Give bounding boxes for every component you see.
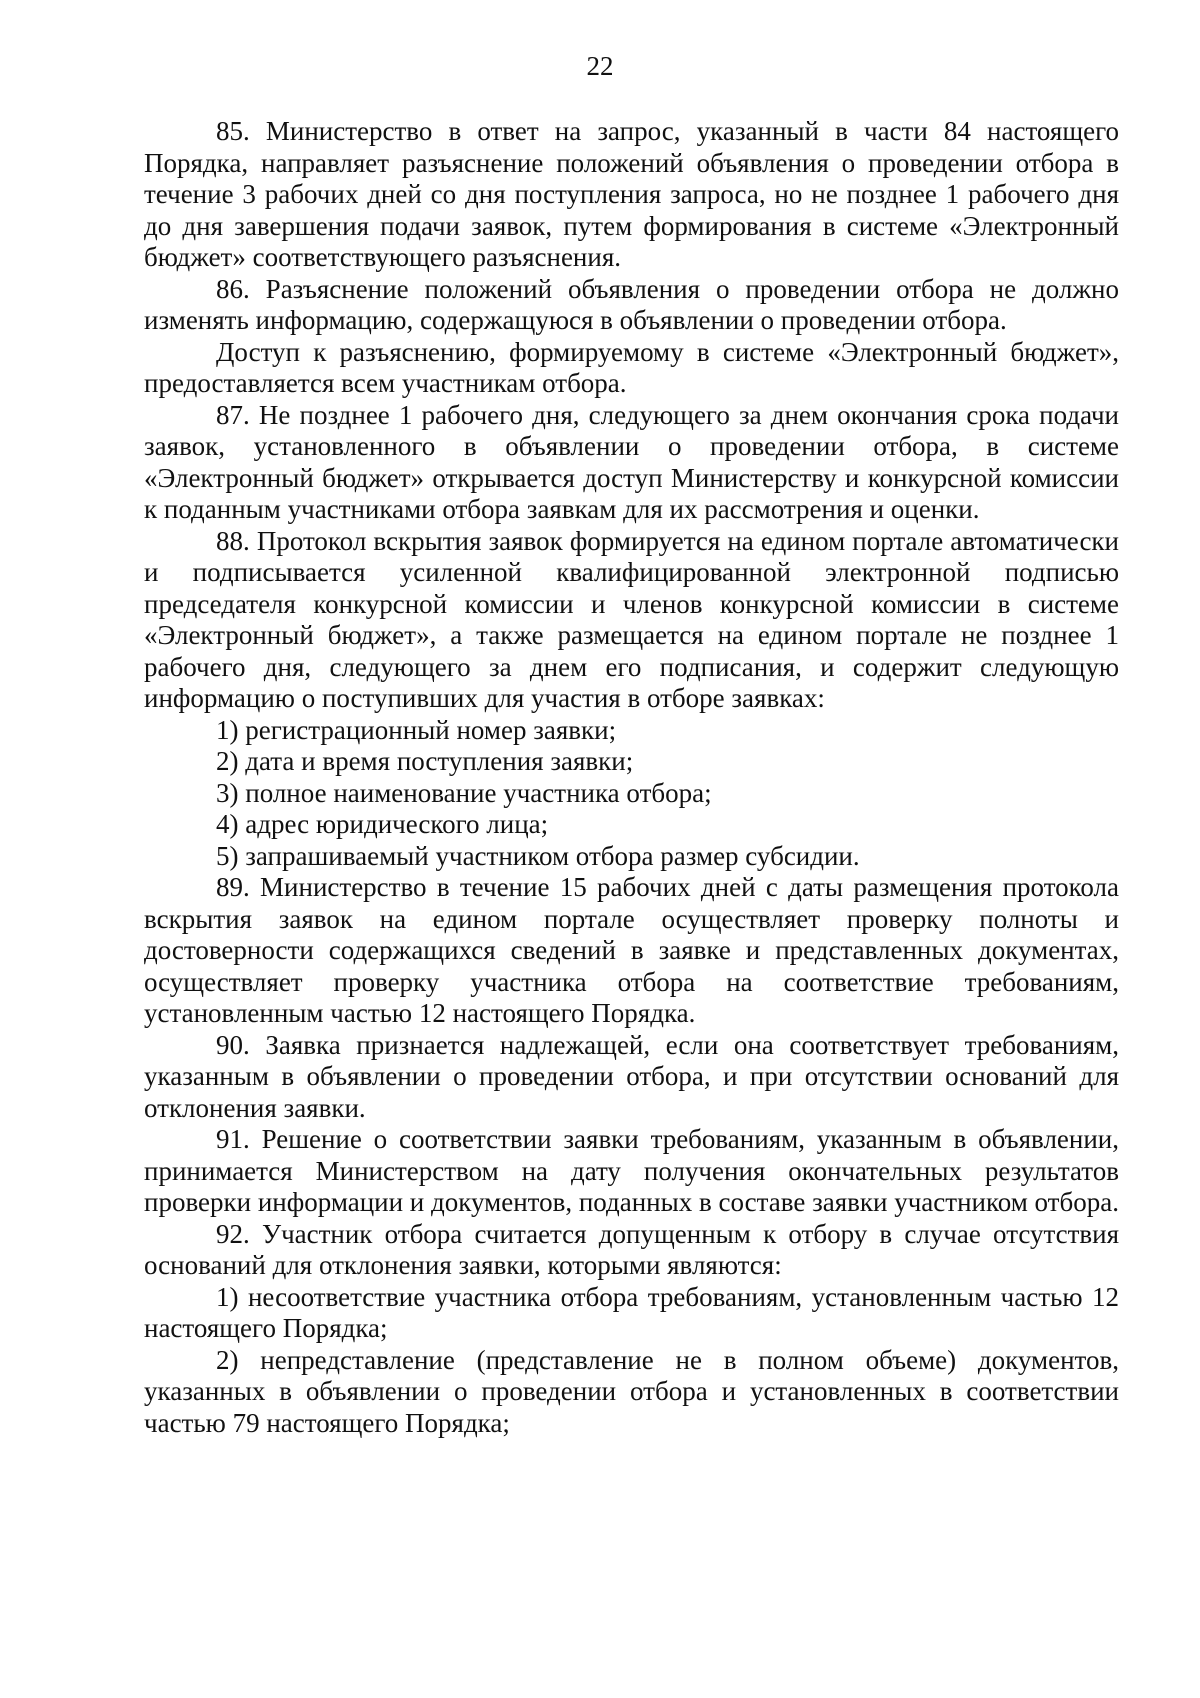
paragraph-87: 87. Не позднее 1 рабочего дня, следующего за днем окончания срока подачи заявок, установленного в объявлении о проведении отбора, в системе «Электронный бюджет» открывается доступ Министерству и конкурсной комиссии к поданным участниками отбора заявкам для их рассмотрения и оценки. <box>144 399 1119 524</box>
list-item-88-3: 3) полное наименование участника отбора; <box>216 777 712 808</box>
page-number: 22 <box>586 51 614 81</box>
paragraph-86-access: Доступ к разъяснению, формируемому в системе «Электронный бюджет», предоставляется всем участникам отбора. <box>144 336 1119 398</box>
list-item-88-4: 4) адрес юридического лица; <box>216 809 549 839</box>
list-item-88-1: 1) регистрационный номер заявки; <box>216 714 617 745</box>
document-body <box>144 116 1119 1439</box>
list-item-88-2: 2) дата и время поступления заявки; <box>216 746 634 776</box>
list-item-88-5: 5) запрашиваемый участником отбора размер субсидии. <box>216 840 860 871</box>
paragraph-89: 89. Министерство в течение 15 рабочих дней с даты размещения протокола вскрытия заявок на едином портале осуществляет проверку полноты и достоверности содержащихся сведений в заявке и представленных документах, осуществляет проверку участника отбора на соответствие требованиям, установленным частью 12 настоящего Порядка. <box>144 872 1119 1028</box>
paragraph-91: 91. Решение о соответствии заявки требованиям, указанным в объявлении, принимается Министерством на дату получения окончательных результатов проверки информации и документов, поданных в составе заявки участником отбора. <box>144 1124 1119 1217</box>
paragraph-92: 92. Участник отбора считается допущенным к отбору в случае отсутствия оснований для отклонения заявки, которыми являются: <box>144 1218 1119 1280</box>
paragraph-88: 88. Протокол вскрытия заявок формируется на едином портале автоматически и подписывается усиленной квалифицированной электронной подписью председателя конкурсной комиссии и членов конкурсной комиссии в системе «Электронный бюджет», а также размещается на едином портале не позднее 1 рабочего дня, следующего за днем его подписания, и содержит следующую информацию о поступивших для участия в отборе заявках: <box>144 525 1119 713</box>
paragraph-90: 90. Заявка признается надлежащей, если она соответствует требованиям, указанным в объявлении о проведении отбора, и при отсутствии оснований для отклонения заявки. <box>144 1029 1119 1123</box>
paragraph-86: 86. Разъяснение положений объявления о проведении отбора не должно изменять информацию, содержащуюся в объявлении о проведении отбора. <box>144 273 1119 335</box>
list-item-92-1: 1) несоответствие участника отбора требованиям, установленным частью 12 настоящего Порядка; <box>144 1281 1119 1343</box>
list-item-92-2: 2) непредставление (представление не в полном объеме) документов, указанных в объявлении о проведении отбора и установленных в соответствии частью 79 настоящего Порядка; <box>144 1344 1119 1438</box>
paragraph-85: 85. Министерство в ответ на запрос, указанный в части 84 настоящего Порядка, направляет разъяснение положений объявления о проведении отбора в течение 3 рабочих дней со дня поступления запроса, но не позднее 1 рабочего дня до дня завершения подачи заявок, путем формирования в системе «Электронный бюджет» соответствующего разъяснения. <box>144 116 1119 272</box>
